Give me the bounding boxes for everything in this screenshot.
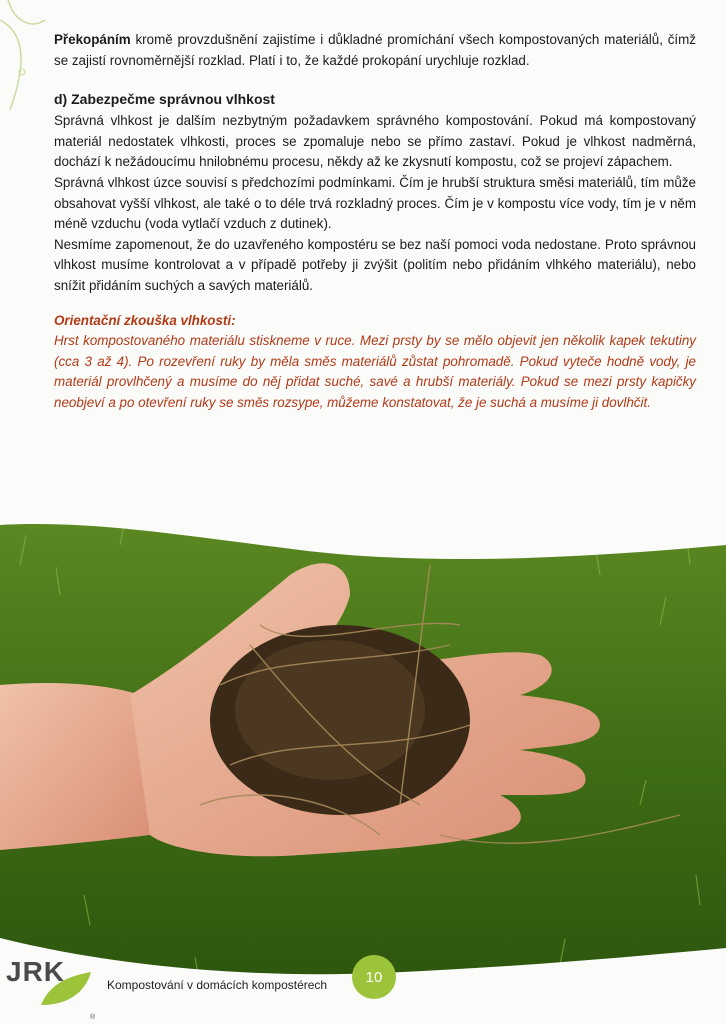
- intro-lead-word: Překopáním: [54, 32, 131, 47]
- moisture-test-box: [54, 311, 696, 414]
- text-content: [54, 30, 696, 414]
- jrk-logo: [6, 956, 96, 1021]
- page-footer: [0, 938, 726, 1024]
- footer-title: Kompostování v domácích kompostérech: [107, 978, 328, 992]
- intro-paragraph: [54, 30, 696, 71]
- page-number: [352, 955, 396, 999]
- leaf-icon: [36, 970, 96, 1010]
- section-heading: d) Zabezpečme správnou vlhkost: [54, 91, 275, 108]
- section-paragraph-1: Správná vlhkost je dalším nezbytným požadavkem správného kompostování. Pokud má kompostovaný materiál nedostatek vlhkosti, proces se zpomaluje nebo se přímo zastaví. Pokud je vlhkost nadměrná, dochází k nežádoucímu hnilobnému procesu, někdy až ke zkysnutí kompostu, což se projeví zápachem.: [54, 113, 696, 170]
- tip-text: Hrst kompostovaného materiálu stiskneme v ruce. Mezi prsty by se mělo objevit jen několik kapek tekutiny (cca 3 až 4). Po rozevření ruky by měla směs materiálů zůstat pohromadě. Pokud vyteče hodně vody, je materiál provlhčený a musíme do něj přidat suché, savé a hrubší materiály. Pokud se mezi prsty kapičky neobjeví a po otevření ruky se směs rozsype, můžeme konstatovat, že je suchá a musíme ji dovlhčit.: [54, 333, 696, 410]
- section-paragraph-3: Nesmíme zapomenout, že do uzavřeného kompostéru se bez naší pomoci voda nedostane. Proto správnou vlhkost musíme kontrolovat a v případě potřeby ji zvýšit (politím nebo přidáním vlhkého materiálu), nebo snížit přidáním suchých a savých materiálů.: [54, 236, 696, 293]
- logo-text: JRK: [6, 956, 66, 987]
- leaf-decoration-icon: [0, 0, 60, 130]
- registered-mark: ®: [90, 1014, 96, 1021]
- page-number-text: 10: [365, 968, 383, 986]
- intro-text: kromě provzdušnění zajistíme i důkladné promíchání všech kompostovaných materiálů, čímž se zajistí rovnoměrnější rozklad. Platí i to, že každé prokopání urychluje rozklad.: [54, 32, 696, 68]
- tip-title: Orientační zkouška vlhkosti:: [54, 312, 236, 328]
- section-paragraph-2: Správná vlhkost úzce souvisí s předchozími podmínkami. Čím je hrubší struktura směsi materiálů, tím může obsahovat vyšší vlhkost, ale také o to déle trvá rozkladný proces. Čím je v kompostu více vody, tím je v něm méně vzduchu (voda vytlačí vzduch z dutinek).: [54, 174, 696, 232]
